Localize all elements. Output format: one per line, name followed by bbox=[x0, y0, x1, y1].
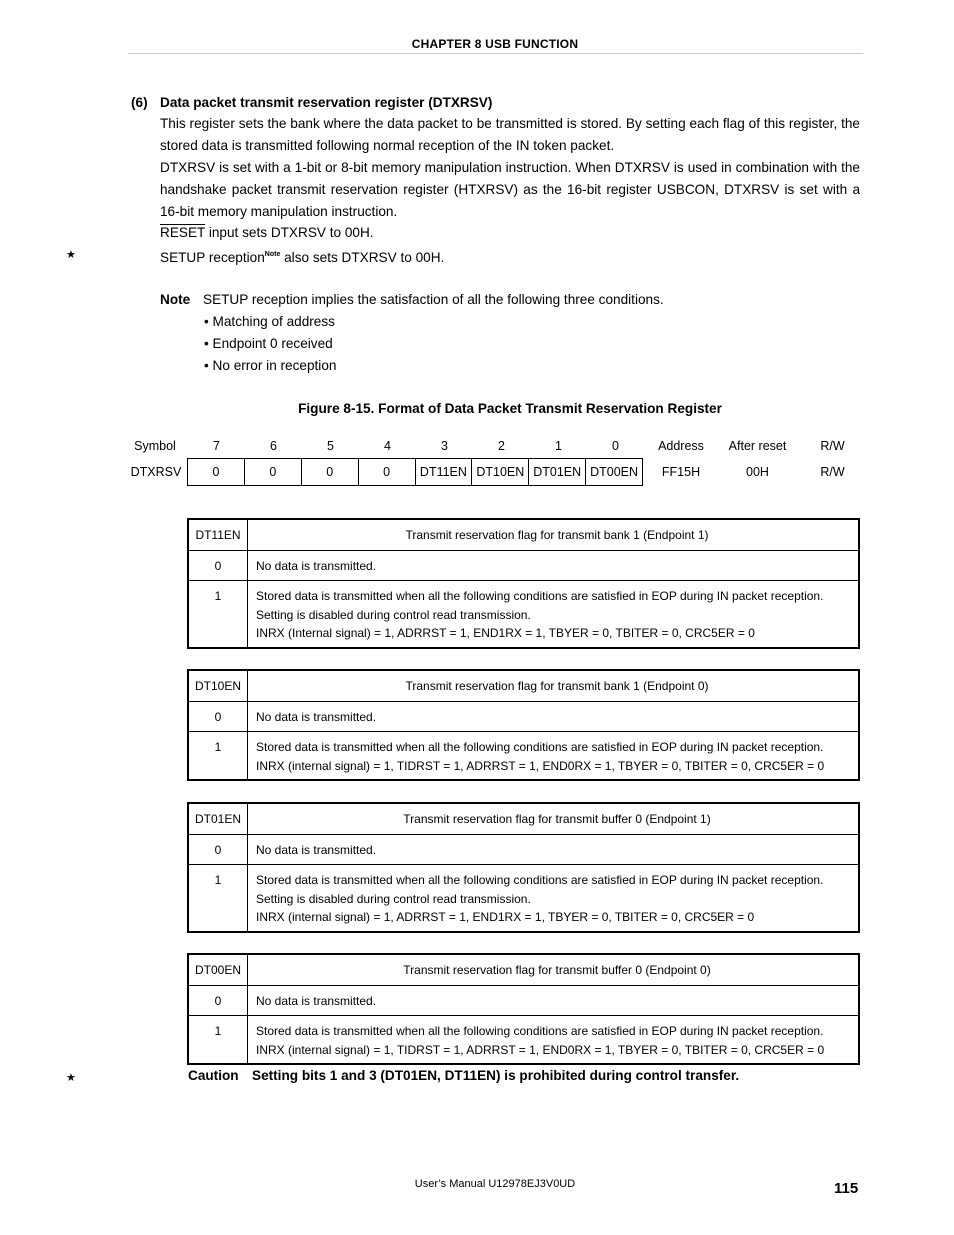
register-bit-cell: 0 bbox=[212, 465, 220, 479]
bit-number: 1 bbox=[555, 439, 562, 453]
caution-label: Caution bbox=[188, 1068, 239, 1083]
table-header-row bbox=[188, 803, 859, 835]
header-rule bbox=[128, 53, 863, 54]
section-number: (6) bbox=[131, 95, 148, 110]
table-flag-description: Transmit reservation flag for transmit buffer 0 (Endpoint 1) bbox=[248, 803, 860, 835]
note-bullet: • Matching of address bbox=[204, 314, 335, 329]
description-line: INRX (internal signal) = 1, TIDRST = 1, ADRRST = 1, END0RX = 1, TBYER = 0, TBITER = 0, CRC5ER = 0 bbox=[256, 758, 825, 773]
register-bit-cell: 0 bbox=[244, 459, 301, 485]
table-value-description: No data is transmitted. bbox=[248, 986, 860, 1016]
note-reference: Note bbox=[264, 251, 281, 258]
bit-number: 5 bbox=[327, 439, 334, 453]
register-bit-cell: DT10EN bbox=[471, 459, 528, 485]
chapter-header: CHAPTER 8 USB FUNCTION bbox=[411, 37, 579, 51]
bit-table-dt10en bbox=[187, 669, 860, 781]
table-flag-name: DT11EN bbox=[188, 519, 248, 551]
bit-number: 4 bbox=[384, 439, 391, 453]
table-flag-name: DT00EN bbox=[188, 954, 248, 986]
figure-title: Figure 8-15. Format of Data Packet Transmit Reservation Register bbox=[298, 401, 722, 416]
table-row bbox=[188, 732, 859, 781]
table-value: 1 bbox=[188, 1016, 248, 1065]
register-bit-cell: DT00EN bbox=[585, 459, 642, 485]
symbol-label: Symbol bbox=[134, 439, 176, 453]
table-row bbox=[188, 865, 859, 932]
register-symbol: DTXRSV bbox=[130, 465, 182, 479]
table-row bbox=[188, 835, 859, 865]
description-line: INRX (internal signal) = 1, TIDRST = 1, ADRRST = 1, END0RX = 1, TBYER = 0, TBITER = 0, CRC5ER = 0 bbox=[256, 1042, 825, 1057]
table-header-row bbox=[188, 954, 859, 986]
paragraph-intro: This register sets the bank where the data packet to be transmitted is stored. By setting each flag of this register, the stored data is transmitted following normal reception of the IN token packet. bbox=[160, 116, 860, 153]
description-line: INRX (internal signal) = 1, ADRRST = 1, END1RX = 1, TBYER = 0, TBITER = 0, CRC5ER = 0 bbox=[256, 910, 755, 924]
setup-text-end: also sets DTXRSV to 00H. bbox=[280, 250, 445, 265]
table-row bbox=[188, 1016, 859, 1065]
bit-number: 3 bbox=[441, 439, 448, 453]
table-header-row bbox=[188, 670, 859, 702]
table-row bbox=[188, 581, 859, 648]
table-flag-name: DT01EN bbox=[188, 803, 248, 835]
note-text: SETUP reception implies the satisfaction of all the following three conditions. bbox=[203, 292, 664, 307]
table-value: 0 bbox=[188, 702, 248, 732]
page-number: 115 bbox=[834, 1180, 859, 1197]
revision-star-icon: ★ bbox=[66, 1072, 76, 1084]
setup-text: SETUP reception bbox=[160, 250, 265, 265]
table-value: 0 bbox=[188, 551, 248, 581]
register-bit-cell: 0 bbox=[301, 459, 358, 485]
reset-signal: RESET bbox=[160, 225, 206, 240]
table-value-description: No data is transmitted. bbox=[248, 702, 860, 732]
table-row bbox=[188, 702, 859, 732]
description-line: Stored data is transmitted when all the following conditions are satisfied in EOP during IN packet reception. bbox=[256, 589, 824, 603]
bit-number: 6 bbox=[270, 439, 277, 453]
paragraph-setup bbox=[160, 244, 860, 269]
table-row bbox=[188, 551, 859, 581]
rw-label: R/W bbox=[820, 439, 845, 453]
table-flag-description: Transmit reservation flag for transmit buffer 0 (Endpoint 0) bbox=[248, 954, 860, 986]
table-flag-description: Transmit reservation flag for transmit bank 1 (Endpoint 0) bbox=[248, 670, 860, 702]
bit-number: 2 bbox=[498, 439, 505, 453]
after-reset-label: After reset bbox=[728, 439, 787, 453]
address-label: Address bbox=[658, 439, 704, 453]
description-line: Stored data is transmitted when all the following conditions are satisfied in EOP during IN packet reception. bbox=[256, 1024, 824, 1038]
description-line: INRX (Internal signal) = 1, ADRRST = 1, END1RX = 1, TBYER = 0, TBITER = 0, CRC5ER = 0 bbox=[256, 626, 755, 640]
bit-number: 0 bbox=[612, 439, 619, 453]
bit-table-dt01en bbox=[187, 802, 860, 933]
description-line: Setting is disabled during control read transmission. bbox=[256, 891, 531, 906]
table-value-description bbox=[248, 581, 860, 648]
table-header-row bbox=[188, 519, 859, 551]
table-value: 1 bbox=[188, 865, 248, 932]
table-value-description: No data is transmitted. bbox=[248, 551, 860, 581]
table-flag-name: DT10EN bbox=[188, 670, 248, 702]
description-line: Setting is disabled during control read transmission. bbox=[256, 607, 531, 622]
footer-manual-id: User’s Manual U12978EJ3V0UD bbox=[414, 1178, 576, 1190]
table-value-description: No data is transmitted. bbox=[248, 835, 860, 865]
revision-star-icon: ★ bbox=[66, 249, 76, 261]
table-row bbox=[188, 986, 859, 1016]
register-rw: R/W bbox=[820, 465, 845, 479]
reset-text: input sets DTXRSV to 00H. bbox=[205, 225, 374, 240]
caution-text: Setting bits 1 and 3 (DT01EN, DT11EN) is prohibited during control transfer. bbox=[252, 1068, 740, 1083]
description-line: Stored data is transmitted when all the following conditions are satisfied in EOP during IN packet reception. bbox=[256, 740, 824, 754]
register-bit-cell: 0 bbox=[358, 459, 415, 485]
note-label: Note bbox=[160, 292, 191, 307]
table-value: 1 bbox=[188, 581, 248, 648]
bit-number: 7 bbox=[213, 439, 220, 453]
table-value-description bbox=[248, 1016, 860, 1065]
description-line: Stored data is transmitted when all the following conditions are satisfied in EOP during IN packet reception. bbox=[256, 873, 824, 887]
table-flag-description: Transmit reservation flag for transmit bank 1 (Endpoint 1) bbox=[248, 519, 860, 551]
register-bit-cell: DT11EN bbox=[415, 459, 472, 485]
table-value-description bbox=[248, 865, 860, 932]
paragraph-manipulation: DTXRSV is set with a 1-bit or 8-bit memory manipulation instruction. When DTXRSV is used in combination with the handshake packet transmit reservation register (HTXRSV) as the 16-bit register USBCON, DTXRSV is set with a 16-bit memory manipulation instruction. bbox=[160, 160, 860, 219]
note-bullet: • Endpoint 0 received bbox=[204, 336, 333, 351]
table-value-description bbox=[248, 732, 860, 781]
bit-table-dt11en bbox=[187, 518, 860, 649]
table-value: 0 bbox=[188, 835, 248, 865]
register-after-reset: 00H bbox=[746, 465, 769, 479]
table-value: 1 bbox=[188, 732, 248, 781]
register-bit-cell: DT01EN bbox=[528, 459, 585, 485]
register-bit-map bbox=[187, 458, 643, 486]
section-title: Data packet transmit reservation register (DTXRSV) bbox=[160, 95, 493, 110]
paragraph-reset bbox=[160, 222, 860, 244]
note-bullet: • No error in reception bbox=[204, 358, 337, 373]
table-value: 0 bbox=[188, 986, 248, 1016]
register-address: FF15H bbox=[661, 465, 701, 479]
bit-table-dt00en bbox=[187, 953, 860, 1065]
